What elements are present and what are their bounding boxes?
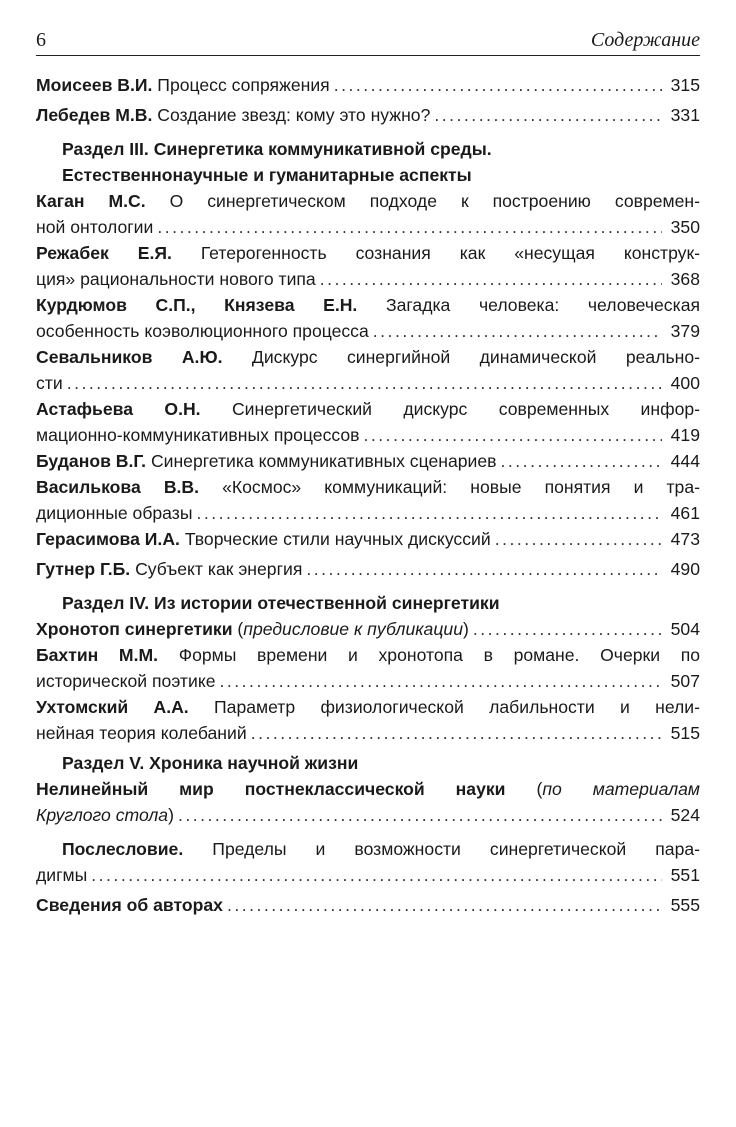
- entry-author: Астафьева О.Н.: [36, 399, 201, 419]
- entry-page: 504: [670, 619, 700, 639]
- toc-entry: [36, 72, 700, 98]
- entry-page: 461: [670, 503, 700, 523]
- toc-entry: [36, 188, 700, 240]
- dot-leader: [196, 500, 662, 526]
- entry-author: Каган М.С.: [36, 191, 146, 211]
- entry-title-continued: дигмы: [36, 865, 88, 885]
- dot-leader: [178, 802, 662, 828]
- entry-author: Хронотоп синергетики: [36, 619, 233, 639]
- entry-author: Василькова В.В.: [36, 477, 200, 497]
- dot-leader: [501, 448, 662, 474]
- dot-leader: [434, 102, 662, 128]
- dot-leader: [320, 266, 662, 292]
- toc-entry: Хронотоп синергетики (предисловие к публикации) ..... 504: [36, 616, 700, 642]
- entry-title: Создание звезд: кому это нужно?: [157, 105, 431, 125]
- dot-leader: [251, 720, 662, 746]
- entry-title: Синергетический дискурс современных инфор-: [231, 399, 700, 419]
- entry-author: Буданов В.Г.: [36, 451, 147, 471]
- entry-title: Параметр физиологической лабильности и нели-: [214, 697, 700, 717]
- entry-title: Процесс сопряжения: [157, 75, 330, 95]
- entry-author: Моисеев В.И.: [36, 75, 153, 95]
- toc-entry: [36, 292, 700, 344]
- entry-author: Севальников А.Ю.: [36, 347, 223, 367]
- dot-leader: [473, 616, 662, 642]
- entry-title: Субъект как энергия: [135, 559, 303, 579]
- toc-entry: [36, 240, 700, 292]
- entry-title: Пределы и возможности синергетической пара-: [212, 839, 700, 859]
- section-heading-line: Раздел IV. Из истории отечественной синергетики: [62, 593, 500, 613]
- toc-entry: [36, 344, 700, 396]
- entry-title: Формы времени и хронотопа в романе. Очерки по: [178, 645, 701, 665]
- section-heading-line: Естественнонаучные и гуманитарные аспекты: [62, 165, 472, 185]
- entry-title: Дискурс синергийной динамической реально-: [251, 347, 701, 367]
- entry-page: 350: [670, 217, 700, 237]
- toc-entry-continued: [36, 862, 700, 888]
- toc-entry: [36, 102, 700, 128]
- dot-leader: [306, 556, 662, 582]
- entry-title-continued: особенность коэволюционного процесса: [36, 321, 369, 341]
- entry-title-continued: ной онтологии: [36, 217, 154, 237]
- entry-page: 507: [670, 671, 700, 691]
- entry-page: 331: [670, 105, 700, 125]
- entry-page: 490: [670, 559, 700, 579]
- running-header: [36, 26, 700, 56]
- entry-title-italic: по материалам: [542, 779, 700, 799]
- toc-entry: [36, 556, 700, 582]
- entry-title-continued: ция» рациональности нового типа: [36, 269, 316, 289]
- entry-page: 368: [670, 269, 700, 289]
- section-heading: [36, 136, 700, 188]
- entry-title-italic-continued: Круглого стола: [36, 805, 169, 825]
- dot-leader: [67, 370, 662, 396]
- toc-entry: [36, 694, 700, 746]
- toc-entry: [36, 892, 700, 918]
- entry-author: Сведения об авторах: [36, 895, 223, 915]
- toc-entry: [36, 642, 700, 694]
- toc-entry: [36, 448, 700, 474]
- entry-title: Творческие стили научных дискуссий: [184, 529, 491, 549]
- dot-leader: [373, 318, 662, 344]
- entry-page: 551: [670, 865, 700, 885]
- table-of-contents: [36, 72, 700, 918]
- section-heading-line: Раздел III. Синергетика коммуникативной среды.: [62, 139, 492, 159]
- entry-title: Гетерогенность сознания как «несущая конструк-: [200, 243, 701, 263]
- entry-title-italic: предисловие к публикации: [243, 619, 463, 639]
- dot-leader: [220, 668, 663, 694]
- entry-author: Послесловие.: [62, 839, 184, 859]
- dot-leader: [364, 422, 662, 448]
- entry-page: 315: [670, 75, 700, 95]
- entry-page: 524: [670, 805, 700, 825]
- dot-leader: [227, 892, 662, 918]
- dot-leader: [91, 862, 662, 888]
- entry-title: Синергетика коммуникативных сценариев: [150, 451, 497, 471]
- running-title: Содержание: [590, 29, 700, 51]
- entry-page: 419: [670, 425, 700, 445]
- toc-entry: [36, 526, 700, 552]
- section-heading: [36, 750, 700, 776]
- entry-author: Ухтомский А.А.: [36, 697, 189, 717]
- entry-title-continued: мационно-коммуникативных процессов: [36, 425, 360, 445]
- entry-author: Лебедев М.В.: [36, 105, 153, 125]
- entry-title-continued: нейная теория колебаний: [36, 723, 247, 743]
- entry-page: 555: [670, 895, 700, 915]
- entry-title-continued: исторической поэтике: [36, 671, 216, 691]
- entry-page: 515: [670, 723, 700, 743]
- dot-leader: [157, 214, 662, 240]
- entry-author: Курдюмов С.П., Князева Е.Н.: [36, 295, 358, 315]
- entry-author: Нелинейный мир постнеклассической науки: [36, 779, 506, 799]
- entry-page: 379: [670, 321, 700, 341]
- entry-page: 400: [670, 373, 700, 393]
- toc-entry: Нелинейный мир постнеклассической науки (по материалам Круглого стола) ..... 524: [36, 776, 700, 828]
- entry-author: Бахтин М.М.: [36, 645, 159, 665]
- entry-title: Загадка человека: человеческая: [385, 295, 700, 315]
- entry-author: Режабек Е.Я.: [36, 243, 172, 263]
- dot-leader: [495, 526, 662, 552]
- section-heading-line: Раздел V. Хроника научной жизни: [62, 753, 359, 773]
- entry-page: 473: [670, 529, 700, 549]
- entry-title-continued: сти: [36, 373, 63, 393]
- section-heading: [36, 590, 700, 616]
- page-number: 6: [36, 29, 46, 51]
- dot-leader: [334, 72, 662, 98]
- entry-page: 444: [670, 451, 700, 471]
- entry-author: Герасимова И.А.: [36, 529, 180, 549]
- toc-entry: [36, 396, 700, 448]
- entry-title: О синергетическом подходе к построению современ-: [169, 191, 700, 211]
- toc-entry: [36, 474, 700, 526]
- entry-title: «Космос» коммуникаций: новые понятия и тра-: [222, 477, 700, 497]
- toc-entry: [36, 836, 700, 862]
- entry-author: Гутнер Г.Б.: [36, 559, 131, 579]
- entry-title-continued: диционные образы: [36, 503, 193, 523]
